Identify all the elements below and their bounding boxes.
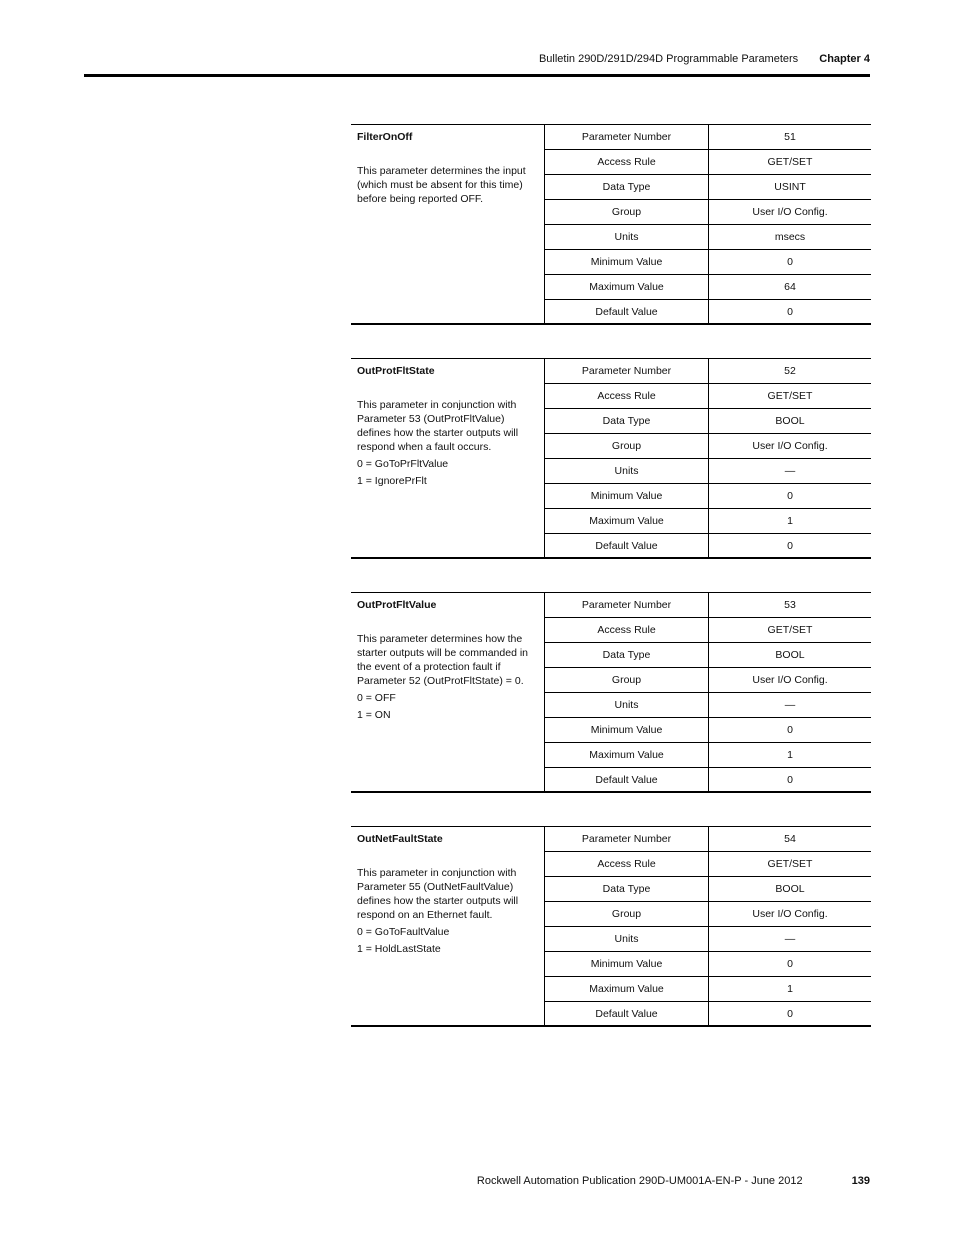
table-row	[545, 902, 871, 927]
attr-value: GET/SET	[709, 384, 872, 409]
attr-label: Group	[545, 200, 709, 225]
table-row	[545, 1002, 871, 1027]
table-row	[545, 668, 871, 693]
attr-label: Units	[545, 225, 709, 250]
attr-value: msecs	[709, 225, 872, 250]
param-description: This parameter determines the input (which must be absent for this time) before being reported OFF.	[357, 165, 526, 205]
attr-label: Default Value	[545, 300, 709, 325]
param-name: FilterOnOff	[357, 131, 413, 143]
attr-value: 52	[709, 359, 872, 384]
attr-label: Parameter Number	[545, 359, 709, 384]
attr-value: 0	[787, 1008, 793, 1020]
table-row	[545, 434, 871, 459]
attr-value: 0	[709, 952, 872, 977]
param-block-outprotfltstate	[351, 358, 871, 559]
param-option: 0 = GoToPrFltValue	[357, 458, 449, 470]
attr-label: Default Value	[545, 1002, 709, 1027]
param-description-cell	[351, 593, 545, 791]
param-name: OutProtFltState	[357, 365, 435, 377]
attr-value: User I/O Config.	[709, 200, 872, 225]
param-name: OutNetFaultState	[357, 833, 443, 845]
attr-label: Maximum Value	[545, 743, 709, 768]
table-row	[545, 300, 871, 325]
attr-label: Access Rule	[545, 852, 709, 877]
attr-value: 54	[709, 827, 872, 852]
table-row	[545, 852, 871, 877]
table-row	[545, 359, 871, 384]
attr-value: 1	[709, 743, 872, 768]
attr-label: Data Type	[545, 643, 709, 668]
table-row	[545, 125, 871, 150]
attr-label: Access Rule	[545, 150, 709, 175]
attr-value: —	[709, 459, 872, 484]
attr-value: 0	[709, 250, 872, 275]
attr-value: BOOL	[709, 409, 872, 434]
table-row	[545, 225, 871, 250]
attr-label: Data Type	[545, 409, 709, 434]
attr-label: Parameter Number	[545, 593, 709, 618]
table-row	[545, 827, 871, 852]
param-description: This parameter determines how the starter outputs will be commanded in the event of a protection fault if Parameter 52 (OutProtFltState) = 0.	[357, 633, 528, 687]
table-row	[545, 743, 871, 768]
attr-label: Maximum Value	[545, 509, 709, 534]
table-row	[545, 534, 871, 559]
header-title: Bulletin 290D/291D/294D Programmable Parameters	[538, 53, 799, 65]
table-row	[545, 643, 871, 668]
attr-value: 64	[709, 275, 872, 300]
param-option: 1 = HoldLastState	[357, 943, 441, 955]
attr-label: Data Type	[545, 175, 709, 200]
attr-value: 0	[709, 718, 872, 743]
header-chapter: Chapter 4	[819, 53, 870, 65]
attr-value: USINT	[709, 175, 872, 200]
attr-label: Maximum Value	[545, 275, 709, 300]
param-block-outprotfltvalue	[351, 592, 871, 793]
attr-value: 51	[709, 125, 872, 150]
table-row	[545, 877, 871, 902]
table-row	[545, 150, 871, 175]
param-attributes-table	[545, 125, 871, 324]
attr-value: User I/O Config.	[709, 902, 872, 927]
attr-value: 0	[787, 306, 793, 318]
table-row	[545, 409, 871, 434]
param-attributes-table	[545, 827, 871, 1026]
attr-label: Parameter Number	[545, 827, 709, 852]
attr-label: Minimum Value	[545, 250, 709, 275]
attr-label: Units	[545, 693, 709, 718]
attr-value: GET/SET	[709, 618, 872, 643]
attr-label: Default Value	[545, 768, 709, 793]
table-row	[545, 593, 871, 618]
attr-value: User I/O Config.	[709, 434, 872, 459]
table-row	[545, 275, 871, 300]
table-row	[545, 927, 871, 952]
table-row	[545, 977, 871, 1002]
param-option: 0 = GoToFaultValue	[357, 926, 450, 938]
table-row	[545, 952, 871, 977]
attr-value: GET/SET	[709, 150, 872, 175]
param-block-outnetfaultstate	[351, 826, 871, 1027]
table-row	[545, 693, 871, 718]
param-description: This parameter in conjunction with Parameter 53 (OutProtFltValue) defines how the starter outputs will respond when a fault occurs.	[357, 399, 519, 453]
page-number: 139	[851, 1175, 870, 1187]
param-description: This parameter in conjunction with Parameter 55 (OutNetFaultValue) defines how the starter outputs will respond on an Ethernet fault.	[357, 867, 519, 921]
attr-label: Access Rule	[545, 618, 709, 643]
attr-label: Maximum Value	[545, 977, 709, 1002]
table-row	[545, 718, 871, 743]
table-row	[545, 250, 871, 275]
attr-label: Minimum Value	[545, 952, 709, 977]
attr-label: Data Type	[545, 877, 709, 902]
attr-label: Default Value	[545, 534, 709, 559]
table-row	[545, 200, 871, 225]
attr-value: 53	[709, 593, 872, 618]
attr-value: 1	[709, 977, 872, 1002]
param-name: OutProtFltValue	[357, 599, 437, 611]
table-row	[545, 384, 871, 409]
table-row	[545, 509, 871, 534]
publication-id: Rockwell Automation Publication 290D-UM001A-EN-P - June 2012	[476, 1175, 803, 1187]
param-attributes-table	[545, 359, 871, 558]
running-header	[539, 53, 870, 65]
param-option: 1 = ON	[357, 709, 391, 721]
attr-label: Access Rule	[545, 384, 709, 409]
attr-value: 1	[709, 509, 872, 534]
attr-label: Units	[545, 927, 709, 952]
attr-label: Group	[545, 668, 709, 693]
attr-value: BOOL	[709, 877, 872, 902]
attr-value: —	[709, 927, 872, 952]
attr-label: Minimum Value	[545, 484, 709, 509]
attr-value: 0	[787, 774, 793, 786]
attr-value: 0	[709, 484, 872, 509]
param-description-cell	[351, 125, 545, 323]
table-row	[545, 618, 871, 643]
attr-value: 0	[787, 540, 793, 552]
attr-label: Group	[545, 434, 709, 459]
table-row	[545, 484, 871, 509]
table-row	[545, 175, 871, 200]
page-footer	[477, 1175, 870, 1187]
header-rule	[84, 74, 870, 77]
param-description-cell	[351, 827, 545, 1025]
attr-value: BOOL	[709, 643, 872, 668]
attr-label: Group	[545, 902, 709, 927]
param-description-cell	[351, 359, 545, 557]
attr-label: Units	[545, 459, 709, 484]
param-block-filteronoff	[351, 124, 871, 325]
table-row	[545, 768, 871, 793]
attr-label: Parameter Number	[545, 125, 709, 150]
attr-value: User I/O Config.	[709, 668, 872, 693]
param-option: 0 = OFF	[357, 692, 396, 704]
table-row	[545, 459, 871, 484]
attr-value: —	[709, 693, 872, 718]
attr-label: Minimum Value	[545, 718, 709, 743]
param-option: 1 = IgnorePrFlt	[357, 475, 427, 487]
param-attributes-table	[545, 593, 871, 792]
attr-value: GET/SET	[709, 852, 872, 877]
